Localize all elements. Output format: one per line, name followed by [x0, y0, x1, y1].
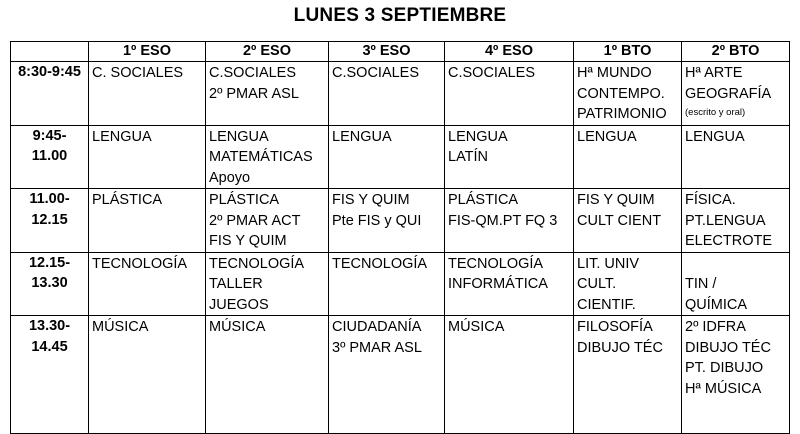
subject-line: FIS-QM.PT FQ 3	[448, 212, 558, 229]
subject-line: FILOSOFÍA	[577, 319, 653, 335]
subject-cell	[682, 189, 790, 253]
subject-line: FIS Y QUIM	[577, 192, 655, 208]
subject-cell	[89, 62, 206, 126]
subject-line: FÍSICA.	[685, 192, 736, 208]
subject-cell	[206, 316, 329, 434]
subject-cell	[574, 125, 682, 189]
subject-line: ELECTROTE	[685, 233, 773, 249]
blank-line	[685, 254, 789, 275]
subject-cell	[329, 316, 445, 434]
subject-line: PLÁSTICA	[209, 192, 280, 208]
table-row	[11, 252, 790, 316]
subject-line: TIN /	[685, 276, 717, 292]
table-row	[11, 62, 790, 126]
table-row	[11, 125, 790, 189]
column-header: 2º ESO	[206, 42, 329, 62]
time-text: 8:30-9:45	[18, 64, 81, 80]
subject-cell	[89, 189, 206, 253]
subject-cell	[445, 316, 574, 434]
subject-cell	[206, 252, 329, 316]
column-header: 1º ESO	[89, 42, 206, 62]
subject-cell	[574, 62, 682, 126]
subject-line: LATÍN	[448, 149, 489, 165]
subject-line: FIS Y QUIM	[209, 233, 287, 249]
time-text: 11.00	[31, 148, 68, 164]
subject-line: MÚSICA	[92, 319, 149, 335]
subject-cell	[329, 189, 445, 253]
subject-line: 2º PMAR ASL	[209, 85, 299, 102]
table-row	[11, 316, 790, 434]
time-slot	[11, 62, 89, 126]
subject-line: MÚSICA	[209, 319, 266, 335]
subject-line: CIUDADANÍA	[332, 319, 422, 335]
subject-line: TECNOLOGÍA	[209, 255, 305, 272]
subject-line: C.SOCIALES	[209, 65, 297, 81]
page-title: LUNES 3 SEPTIEMBRE	[293, 5, 507, 26]
subject-cell	[445, 189, 574, 253]
subject-cell	[89, 125, 206, 189]
subject-cell	[682, 125, 790, 189]
subject-cell	[445, 125, 574, 189]
subject-line: PATRIMONIO	[577, 106, 667, 122]
subject-line: C. SOCIALES	[92, 65, 184, 81]
subject-line: MÚSICA	[448, 319, 505, 335]
subject-line: Hª MÚSICA	[685, 380, 762, 397]
subject-line: CONTEMPO.	[577, 85, 665, 102]
subject-line: MATEMÁTICAS	[209, 149, 313, 165]
subject-cell	[206, 189, 329, 253]
subject-line: PLÁSTICA	[448, 192, 519, 208]
time-slot	[11, 252, 89, 316]
subject-line: Hª MUNDO	[577, 65, 652, 81]
schedule-table	[10, 41, 790, 434]
subject-cell	[682, 252, 790, 316]
time-text: 12.15-	[28, 254, 71, 271]
subject-cell	[574, 252, 682, 316]
subject-line: LENGUA	[332, 128, 392, 145]
subject-line: DIBUJO TÉC	[577, 339, 663, 356]
time-text: 14.45	[31, 338, 68, 355]
subject-line: LIT. UNIV	[577, 255, 640, 272]
subject-line: Pte FIS y QUI	[332, 212, 422, 229]
subject-line: LENGUA	[92, 128, 152, 145]
subject-line: JUEGOS	[209, 296, 269, 313]
subject-line: PT. DIBUJO	[685, 360, 764, 376]
subject-cell	[682, 62, 790, 126]
subject-line: TECNOLOGÍA	[448, 255, 544, 272]
column-header: 3º ESO	[329, 42, 445, 62]
subject-line: C.SOCIALES	[448, 65, 536, 81]
time-slot	[11, 125, 89, 189]
subject-line: FIS Y QUIM	[332, 192, 410, 208]
table-row	[11, 189, 790, 253]
subject-cell	[574, 189, 682, 253]
subject-note: (escrito y oral)	[685, 107, 746, 118]
subject-cell	[682, 316, 790, 434]
subject-line: LENGUA	[685, 128, 745, 145]
subject-line: Hª ARTE	[685, 65, 743, 81]
subject-line: 2º IDFRA	[685, 319, 746, 335]
subject-line: PLÁSTICA	[92, 192, 163, 208]
subject-cell	[206, 125, 329, 189]
subject-cell	[206, 62, 329, 126]
subject-line: QUÍMICA	[685, 296, 748, 313]
subject-cell	[89, 252, 206, 316]
subject-cell	[445, 62, 574, 126]
column-header: 2º BTO	[682, 42, 790, 62]
subject-line: 3º PMAR ASL	[332, 339, 422, 356]
corner-cell	[11, 42, 89, 62]
subject-line: 2º PMAR ACT	[209, 212, 301, 229]
subject-cell	[574, 316, 682, 434]
subject-line: TECNOLOGÍA	[92, 255, 188, 272]
time-text: 13.30	[31, 275, 68, 291]
time-text: 13.30-	[28, 318, 71, 334]
subject-cell	[445, 252, 574, 316]
subject-line: CIENTIF.	[577, 296, 636, 313]
time-text: 11.00-	[29, 191, 70, 207]
header-row	[11, 42, 790, 62]
subject-line: LENGUA	[577, 128, 637, 145]
subject-cell	[329, 125, 445, 189]
subject-line: PT.LENGUA	[685, 212, 766, 229]
time-slot	[11, 189, 89, 253]
subject-line: CULT.	[577, 276, 617, 292]
column-header: 4º ESO	[445, 42, 574, 62]
subject-line: Apoyo	[209, 169, 251, 186]
time-slot	[11, 316, 89, 434]
subject-line: TALLER	[209, 276, 263, 292]
subject-line: DIBUJO TÉC	[685, 339, 771, 356]
subject-line: LENGUA	[209, 128, 269, 145]
subject-cell	[89, 316, 206, 434]
subject-line: TECNOLOGÍA	[332, 255, 428, 272]
subject-line: CULT CIENT	[577, 212, 662, 229]
column-header: 1º BTO	[574, 42, 682, 62]
subject-line: C.SOCIALES	[332, 65, 420, 81]
subject-cell	[329, 62, 445, 126]
subject-line: GEOGRAFÍA	[685, 85, 772, 102]
subject-cell	[329, 252, 445, 316]
subject-line: INFORMÁTICA	[448, 276, 548, 292]
time-text: 9:45-	[32, 127, 67, 144]
time-text: 12.15	[31, 211, 68, 228]
subject-line: LENGUA	[448, 128, 508, 145]
